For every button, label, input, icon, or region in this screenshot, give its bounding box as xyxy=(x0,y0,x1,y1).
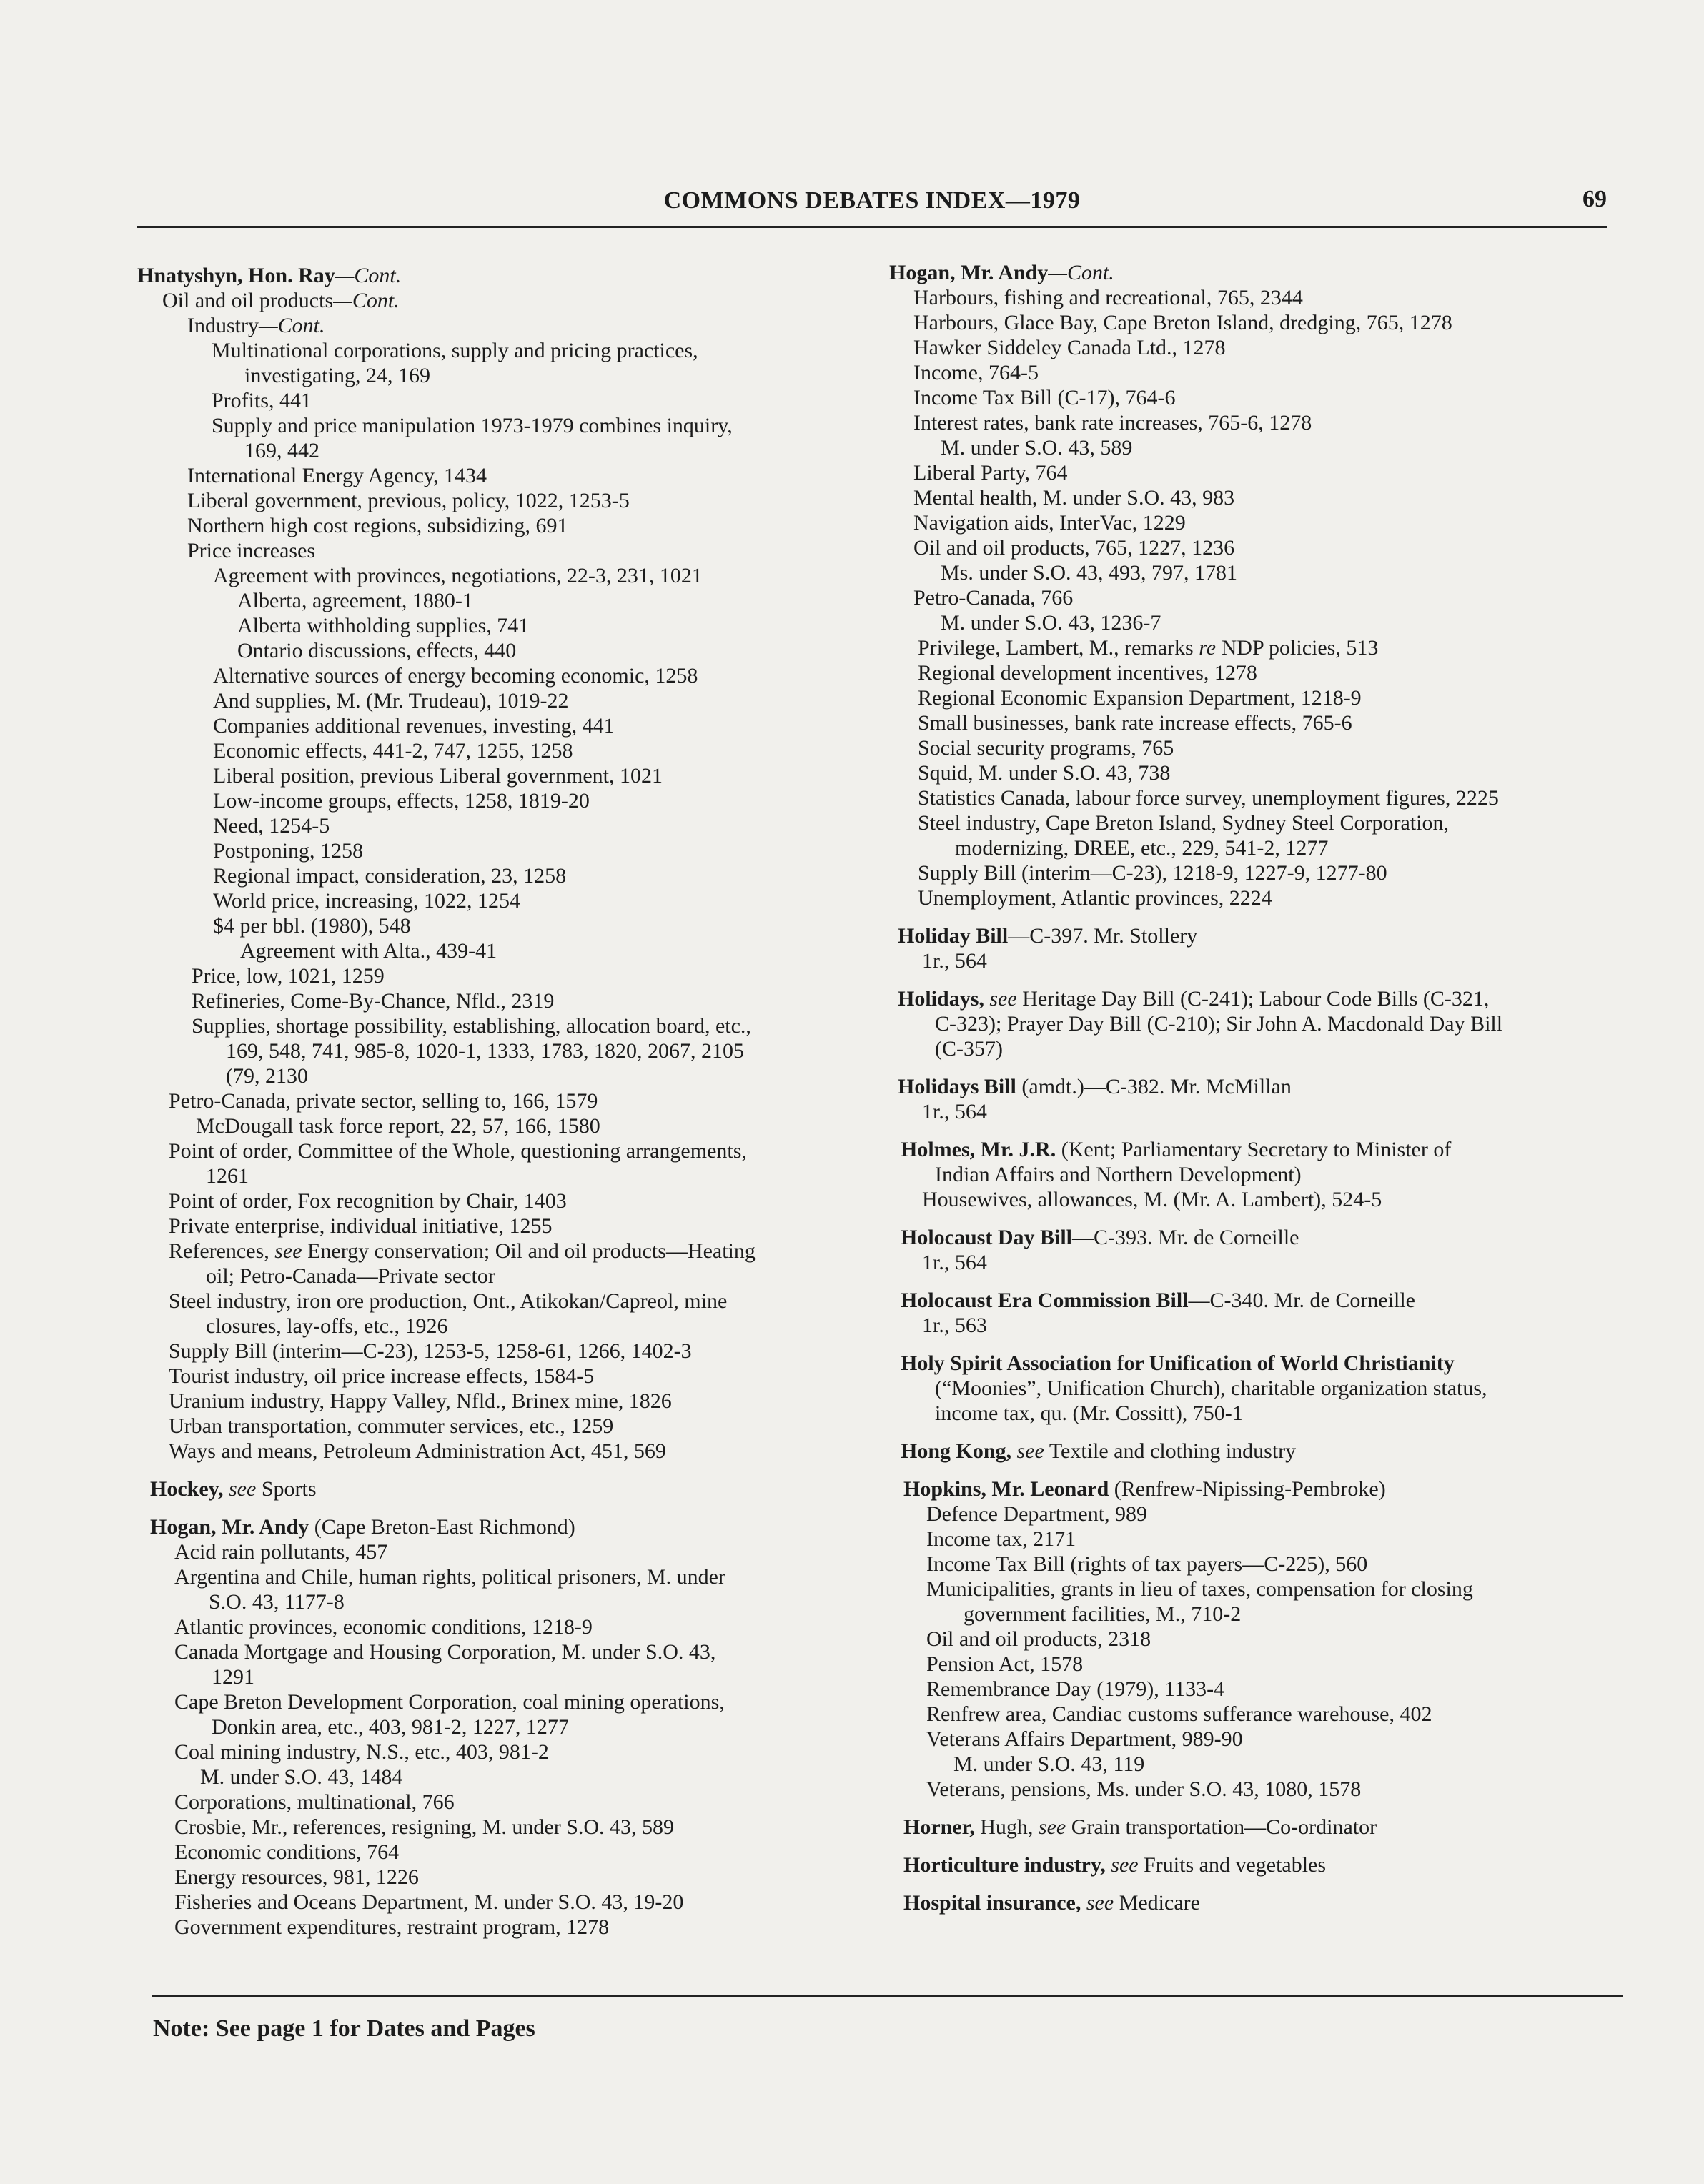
entry-text: M. under S.O. 43, 119 xyxy=(953,1752,1145,1776)
index-heading xyxy=(889,1288,1625,1313)
entry-text: Unemployment, Atlantic provinces, 2224 xyxy=(918,886,1272,910)
index-heading xyxy=(889,1890,1625,1915)
entry-text: Urban transportation, commuter services, etc., 1259 xyxy=(169,1414,614,1438)
heading-name: Holidays, xyxy=(898,987,984,1011)
index-heading xyxy=(889,1351,1625,1376)
index-entry xyxy=(137,288,873,313)
index-heading xyxy=(137,1476,873,1502)
index-entry xyxy=(889,1162,1625,1187)
entry-text: International Energy Agency, 1434 xyxy=(187,464,487,487)
entry-text: 169, 548, 741, 985-8, 1020-1, 1333, 1783, 1820, 2067, 2105 xyxy=(226,1039,744,1063)
entry-text: Corporations, multinational, 766 xyxy=(174,1790,455,1814)
entry-text: Crosbie, Mr., references, resigning, M. under S.O. 43, 589 xyxy=(174,1815,675,1839)
entry-text: Point of order, Fox recognition by Chair, 1403 xyxy=(169,1189,567,1213)
index-heading xyxy=(889,923,1625,948)
entry-text: Ms. under S.O. 43, 493, 797, 1781 xyxy=(941,561,1238,585)
entry-text: modernizing, DREE, etc., 229, 541-2, 1277 xyxy=(955,836,1329,860)
header-rule xyxy=(137,226,1607,228)
index-entry xyxy=(889,1552,1625,1577)
index-entry xyxy=(137,1764,873,1790)
entry-text: Agreement with provinces, negotiations, 22-3, 231, 1021 xyxy=(213,564,703,587)
entry-text: Alberta, agreement, 1880-1 xyxy=(237,589,473,612)
index-entry xyxy=(137,988,873,1013)
entry-text: 1r., 564 xyxy=(922,1251,987,1274)
index-column-right xyxy=(889,260,1625,1915)
heading-detail: Textile and clothing industry xyxy=(1044,1439,1297,1463)
index-entry xyxy=(137,488,873,513)
index-entry xyxy=(889,585,1625,610)
index-entry xyxy=(137,663,873,688)
entry-text: Economic effects, 441-2, 747, 1255, 1258 xyxy=(213,739,573,763)
entry-text: Liberal position, previous Liberal government, 1021 xyxy=(213,764,663,788)
index-entry xyxy=(137,1614,873,1639)
index-entry xyxy=(889,1627,1625,1652)
index-entry xyxy=(889,1401,1625,1426)
index-entry xyxy=(137,538,873,563)
index-entry xyxy=(137,1539,873,1564)
entry-text: Supply Bill (interim—C-23), 1253-5, 1258-61, 1266, 1402-3 xyxy=(169,1339,692,1363)
entry-text: (“Moonies”, Unification Church), charitable organization status, xyxy=(935,1376,1487,1400)
entry-text: Price increases xyxy=(187,539,316,562)
entry-text: Profits, 441 xyxy=(212,389,312,412)
index-entry xyxy=(137,1915,873,1940)
index-entry xyxy=(889,510,1625,535)
index-entry xyxy=(137,1739,873,1764)
entry-text: 1r., 563 xyxy=(922,1314,987,1337)
index-entry xyxy=(137,313,873,338)
entry-text: 1r., 564 xyxy=(922,1100,987,1123)
entry-italic: re xyxy=(1199,636,1217,660)
entry-text: Income tax, 2171 xyxy=(926,1527,1076,1551)
heading-name: Holmes, Mr. J.R. xyxy=(901,1138,1056,1161)
index-entry xyxy=(137,413,873,438)
index-entry xyxy=(889,735,1625,760)
index-entry xyxy=(137,713,873,738)
footer-rule xyxy=(152,1995,1623,1997)
entry-text: Argentina and Chile, human rights, political prisoners, M. under xyxy=(174,1565,725,1589)
index-entry xyxy=(889,385,1625,410)
entry-text: Interest rates, bank rate increases, 765-6, 1278 xyxy=(913,411,1312,435)
heading-name: Holocaust Era Commission Bill xyxy=(901,1289,1189,1312)
entry-text: S.O. 43, 1177-8 xyxy=(209,1590,345,1614)
index-entry xyxy=(137,1414,873,1439)
index-entry xyxy=(889,1677,1625,1702)
index-entry xyxy=(137,1689,873,1714)
index-column-left xyxy=(137,263,873,1940)
index-entry xyxy=(889,1702,1625,1727)
index-entry xyxy=(137,1038,873,1063)
entry-text: Liberal Party, 764 xyxy=(913,461,1068,485)
index-heading xyxy=(889,1852,1625,1877)
entry-text: Remembrance Day (1979), 1133-4 xyxy=(926,1677,1225,1701)
index-entry xyxy=(889,560,1625,585)
heading-detail: (amdt.)—C-382. Mr. McMillan xyxy=(1016,1075,1292,1098)
entry-text: (C-357) xyxy=(935,1037,1003,1061)
heading-qualifier: see xyxy=(1086,1891,1114,1915)
index-entry xyxy=(137,1213,873,1239)
heading-detail: Hugh, xyxy=(974,1815,1039,1839)
footer-note: Note: See page 1 for Dates and Pages xyxy=(153,2015,535,2042)
index-entry xyxy=(889,1011,1625,1036)
heading-name: Horner, xyxy=(903,1815,975,1839)
index-entry xyxy=(889,660,1625,685)
index-entry xyxy=(889,685,1625,710)
index-entry xyxy=(137,1890,873,1915)
index-entry xyxy=(889,310,1625,335)
entry-text: Squid, M. under S.O. 43, 738 xyxy=(918,761,1171,785)
entry-text: Low-income groups, effects, 1258, 1819-20 xyxy=(213,789,590,813)
entry-text: Income, 764-5 xyxy=(913,361,1039,384)
entry-text: Oil and oil products xyxy=(162,289,334,312)
entry-text: 1r., 564 xyxy=(922,949,987,973)
index-entry xyxy=(889,360,1625,385)
entry-text: NDP policies, 513 xyxy=(1216,636,1379,660)
entry-text: Alberta withholding supplies, 741 xyxy=(237,614,530,637)
index-entry xyxy=(137,463,873,488)
entry-text: Supplies, shortage possibility, establishing, allocation board, etc., xyxy=(192,1014,751,1038)
index-entry xyxy=(889,1036,1625,1061)
index-entry xyxy=(889,1099,1625,1124)
index-entry xyxy=(889,435,1625,460)
entry-text: government facilities, M., 710-2 xyxy=(964,1602,1242,1626)
index-entry xyxy=(137,738,873,763)
index-entry xyxy=(137,513,873,538)
entry-text: Economic conditions, 764 xyxy=(174,1840,400,1864)
index-entry xyxy=(889,1752,1625,1777)
entry-text: Petro-Canada, private sector, selling to, 166, 1579 xyxy=(169,1089,598,1113)
index-heading xyxy=(889,1137,1625,1162)
running-title: COMMONS DEBATES INDEX—1979 xyxy=(663,187,1081,214)
index-heading xyxy=(889,986,1625,1011)
entry-text: M. under S.O. 43, 1484 xyxy=(200,1765,403,1789)
entry-text: Coal mining industry, N.S., etc., 403, 981-2 xyxy=(174,1740,549,1764)
entry-text: Postponing, 1258 xyxy=(213,839,364,863)
heading-detail: Sports xyxy=(256,1477,317,1501)
heading-name: Hogan, Mr. Andy xyxy=(150,1515,309,1539)
entry-text: Oil and oil products, 765, 1227, 1236 xyxy=(913,536,1235,560)
index-entry xyxy=(137,963,873,988)
index-entry xyxy=(889,948,1625,973)
index-entry xyxy=(137,813,873,838)
index-entry xyxy=(137,1339,873,1364)
entry-italic: —Cont. xyxy=(259,314,325,337)
entry-text: M. under S.O. 43, 589 xyxy=(941,436,1133,460)
index-entry xyxy=(137,1163,873,1188)
heading-detail: —C-393. Mr. de Corneille xyxy=(1072,1226,1299,1249)
page-header xyxy=(137,186,1607,226)
heading-name: Hospital insurance, xyxy=(903,1891,1081,1915)
entry-text: Veterans, pensions, Ms. under S.O. 43, 1080, 1578 xyxy=(926,1777,1362,1801)
index-entry xyxy=(889,1602,1625,1627)
entry-text: oil; Petro-Canada—Private sector xyxy=(206,1264,495,1288)
entry-text: Fisheries and Oceans Department, M. under S.O. 43, 19-20 xyxy=(174,1890,684,1914)
entry-text: Navigation aids, InterVac, 1229 xyxy=(913,511,1186,535)
heading-name: Holiday Bill xyxy=(898,924,1009,948)
index-entry xyxy=(137,338,873,363)
entry-text: Liberal government, previous, policy, 1022, 1253-5 xyxy=(187,489,630,512)
index-entry xyxy=(137,1439,873,1464)
heading-detail: Fruits and vegetables xyxy=(1138,1853,1327,1877)
entry-text: Pension Act, 1578 xyxy=(926,1652,1084,1676)
index-entry xyxy=(137,588,873,613)
entry-text: Steel industry, iron ore production, Ont., Atikokan/Capreol, mine xyxy=(169,1289,728,1313)
entry-text: Municipalities, grants in lieu of taxes, compensation for closing xyxy=(926,1577,1473,1601)
index-entry xyxy=(137,1840,873,1865)
index-entry xyxy=(137,788,873,813)
entry-text: References, xyxy=(169,1239,275,1263)
entry-text: Supply and price manipulation 1973-1979 combines inquiry, xyxy=(212,414,733,437)
index-entry xyxy=(889,285,1625,310)
index-heading xyxy=(889,1439,1625,1464)
index-entry xyxy=(137,1264,873,1289)
entry-text: Social security programs, 765 xyxy=(918,736,1174,760)
index-entry xyxy=(137,838,873,863)
entry-text: M. under S.O. 43, 1236-7 xyxy=(941,611,1161,635)
index-entry xyxy=(137,1364,873,1389)
heading-detail: —C-340. Mr. de Corneille xyxy=(1188,1289,1415,1312)
index-entry xyxy=(137,938,873,963)
heading-qualifier: see xyxy=(989,987,1017,1011)
heading-detail: —C-397. Mr. Stollery xyxy=(1008,924,1198,948)
entry-text: Multinational corporations, supply and pricing practices, xyxy=(212,339,698,362)
entry-text: income tax, qu. (Mr. Cossitt), 750-1 xyxy=(935,1401,1243,1425)
index-entry xyxy=(137,1589,873,1614)
entry-text: investigating, 24, 169 xyxy=(244,364,430,387)
index-entry xyxy=(889,710,1625,735)
entry-text: Need, 1254-5 xyxy=(213,814,330,838)
index-entry xyxy=(889,835,1625,860)
entry-text: Cape Breton Development Corporation, coal mining operations, xyxy=(174,1690,725,1714)
heading-qualifier: see xyxy=(1111,1853,1139,1877)
entry-text: Refineries, Come-By-Chance, Nfld., 2319 xyxy=(192,989,555,1013)
heading-qualifier: see xyxy=(229,1477,257,1501)
index-entry xyxy=(889,485,1625,510)
index-entry xyxy=(137,1138,873,1163)
index-entry xyxy=(137,1314,873,1339)
index-entry xyxy=(889,810,1625,835)
entry-text: And supplies, M. (Mr. Trudeau), 1019-22 xyxy=(213,689,569,713)
entry-text: Agreement with Alta., 439-41 xyxy=(240,939,497,963)
index-entry xyxy=(889,610,1625,635)
entry-text: Ontario discussions, effects, 440 xyxy=(237,639,517,662)
index-entry xyxy=(137,1564,873,1589)
entry-text: Hawker Siddeley Canada Ltd., 1278 xyxy=(913,336,1226,359)
heading-detail: (Renfrew-Nipissing-Pembroke) xyxy=(1109,1477,1386,1501)
index-entry xyxy=(889,635,1625,660)
heading-detail: Medicare xyxy=(1114,1891,1200,1915)
entry-text: McDougall task force report, 22, 57, 166, 1580 xyxy=(196,1114,600,1138)
index-entry xyxy=(137,1389,873,1414)
entry-text: Steel industry, Cape Breton Island, Sydney Steel Corporation, xyxy=(918,811,1449,835)
index-entry xyxy=(137,1289,873,1314)
index-entry xyxy=(137,1664,873,1689)
index-entry xyxy=(137,563,873,588)
entry-text: Income Tax Bill (rights of tax payers—C-225), 560 xyxy=(926,1552,1368,1576)
heading-name: Hopkins, Mr. Leonard xyxy=(903,1477,1109,1501)
index-entry xyxy=(137,1088,873,1113)
heading-detail: Grain transportation—Co-ordinator xyxy=(1066,1815,1377,1839)
entry-text: Price, low, 1021, 1259 xyxy=(192,964,385,988)
index-entry xyxy=(137,888,873,913)
index-entry xyxy=(889,760,1625,785)
entry-text: Petro-Canada, 766 xyxy=(913,586,1074,610)
entry-text: Harbours, fishing and recreational, 765, 2344 xyxy=(913,286,1303,309)
heading-detail: (Cape Breton-East Richmond) xyxy=(309,1515,575,1539)
heading-name: Horticulture industry, xyxy=(903,1853,1106,1877)
heading-name: Hockey, xyxy=(150,1477,224,1501)
entry-text: Small businesses, bank rate increase effects, 765-6 xyxy=(918,711,1352,735)
entry-text: Point of order, Committee of the Whole, questioning arrangements, xyxy=(169,1139,747,1163)
entry-text: Regional Economic Expansion Department, 1218-9 xyxy=(918,686,1362,710)
index-entry xyxy=(137,1013,873,1038)
index-entry xyxy=(137,613,873,638)
heading-name: Holocaust Day Bill xyxy=(901,1226,1073,1249)
page-number: 69 xyxy=(1582,186,1607,212)
entry-text: Mental health, M. under S.O. 43, 983 xyxy=(913,486,1235,510)
index-entry xyxy=(889,860,1625,885)
index-entry xyxy=(137,388,873,413)
heading-qualifier: see xyxy=(1016,1439,1044,1463)
entry-text: Veterans Affairs Department, 989-90 xyxy=(926,1727,1243,1751)
index-entry xyxy=(889,1376,1625,1401)
index-entry xyxy=(137,913,873,938)
heading-qualifier: see xyxy=(1038,1815,1066,1839)
index-entry xyxy=(137,438,873,463)
index-entry xyxy=(137,863,873,888)
index-heading xyxy=(889,1476,1625,1502)
entry-text: Privilege, Lambert, M., remarks xyxy=(918,636,1199,660)
entry-text: Industry xyxy=(187,314,259,337)
heading-name: Hogan, Mr. Andy xyxy=(889,261,1049,284)
entry-text: Regional development incentives, 1278 xyxy=(918,661,1257,685)
index-heading xyxy=(889,260,1625,285)
index-entry xyxy=(889,535,1625,560)
entry-text: Alternative sources of energy becoming economic, 1258 xyxy=(213,664,698,688)
entry-text: Energy conservation; Oil and oil products—Heating xyxy=(302,1239,756,1263)
index-entry xyxy=(137,1063,873,1088)
entry-text: Government expenditures, restraint program, 1278 xyxy=(174,1915,610,1939)
index-entry xyxy=(137,1790,873,1815)
heading-qualifier: —Cont. xyxy=(335,264,402,287)
index-entry xyxy=(137,688,873,713)
entry-text: Indian Affairs and Northern Development) xyxy=(935,1163,1302,1186)
index-entry xyxy=(137,638,873,663)
index-heading xyxy=(889,1815,1625,1840)
index-entry xyxy=(137,1865,873,1890)
index-entry xyxy=(889,1577,1625,1602)
index-heading xyxy=(889,1074,1625,1099)
entry-italic: see xyxy=(274,1239,302,1263)
entry-text: Northern high cost regions, subsidizing, 691 xyxy=(187,514,568,537)
index-heading xyxy=(137,1514,873,1539)
entry-text: Oil and oil products, 2318 xyxy=(926,1627,1151,1651)
index-entry xyxy=(137,1815,873,1840)
entry-text: (79, 2130 xyxy=(226,1064,308,1088)
entry-text: Statistics Canada, labour force survey, unemployment figures, 2225 xyxy=(918,786,1499,810)
index-entry xyxy=(889,1313,1625,1338)
index-entry xyxy=(889,1187,1625,1212)
index-entry xyxy=(889,1777,1625,1802)
index-heading xyxy=(137,263,873,288)
index-entry xyxy=(889,460,1625,485)
entry-italic: —Cont. xyxy=(333,289,400,312)
index-entry xyxy=(137,1113,873,1138)
index-entry xyxy=(889,1727,1625,1752)
index-entry xyxy=(889,1502,1625,1527)
index-entry xyxy=(889,335,1625,360)
index-entry xyxy=(889,885,1625,910)
heading-name: Holidays Bill xyxy=(898,1075,1016,1098)
entry-text: Acid rain pollutants, 457 xyxy=(174,1540,388,1564)
index-entry xyxy=(137,1188,873,1213)
entry-text: Renfrew area, Candiac customs sufferance warehouse, 402 xyxy=(926,1702,1432,1726)
heading-name: Holy Spirit Association for Unification of World Christianity xyxy=(901,1351,1455,1375)
entry-text: Housewives, allowances, M. (Mr. A. Lambert), 524-5 xyxy=(922,1188,1382,1211)
entry-text: 1291 xyxy=(212,1665,254,1689)
entry-text: Canada Mortgage and Housing Corporation, M. under S.O. 43, xyxy=(174,1640,716,1664)
entry-text: Atlantic provinces, economic conditions, 1218-9 xyxy=(174,1615,593,1639)
index-entry xyxy=(889,1527,1625,1552)
entry-text: C-323); Prayer Day Bill (C-210); Sir John A. Macdonald Day Bill xyxy=(935,1012,1503,1036)
entry-text: Regional impact, consideration, 23, 1258 xyxy=(213,864,567,888)
entry-text: World price, increasing, 1022, 1254 xyxy=(213,889,520,913)
entry-text: Income Tax Bill (C-17), 764-6 xyxy=(913,386,1176,409)
index-entry xyxy=(137,363,873,388)
heading-name: Hnatyshyn, Hon. Ray xyxy=(137,264,335,287)
entry-text: Donkin area, etc., 403, 981-2, 1227, 1277 xyxy=(212,1715,569,1739)
entry-text: Private enterprise, individual initiative, 1255 xyxy=(169,1214,553,1238)
entry-text: Supply Bill (interim—C-23), 1218-9, 1227-9, 1277-80 xyxy=(918,861,1387,885)
index-entry xyxy=(137,1639,873,1664)
entry-text: $4 per bbl. (1980), 548 xyxy=(213,914,411,938)
index-entry xyxy=(137,763,873,788)
heading-detail: Heritage Day Bill (C-241); Labour Code Bills (C-321, xyxy=(1016,987,1490,1011)
entry-text: Energy resources, 981, 1226 xyxy=(174,1865,419,1889)
heading-detail: (Kent; Parliamentary Secretary to Minister of xyxy=(1056,1138,1452,1161)
entry-text: Companies additional revenues, investing, 441 xyxy=(213,714,615,738)
heading-qualifier: —Cont. xyxy=(1048,261,1114,284)
index-entry xyxy=(889,785,1625,810)
entry-text: closures, lay-offs, etc., 1926 xyxy=(206,1314,448,1338)
index-entry xyxy=(137,1239,873,1264)
index-entry xyxy=(889,410,1625,435)
entry-text: Ways and means, Petroleum Administration Act, 451, 569 xyxy=(169,1439,666,1463)
entry-text: Defence Department, 989 xyxy=(926,1502,1148,1526)
index-entry xyxy=(889,1652,1625,1677)
entry-text: Uranium industry, Happy Valley, Nfld., Brinex mine, 1826 xyxy=(169,1389,672,1413)
entry-text: 169, 442 xyxy=(244,439,320,462)
index-entry xyxy=(137,1714,873,1739)
entry-text: 1261 xyxy=(206,1164,249,1188)
entry-text: Tourist industry, oil price increase effects, 1584-5 xyxy=(169,1364,595,1388)
index-heading xyxy=(889,1225,1625,1250)
entry-text: Harbours, Glace Bay, Cape Breton Island, dredging, 765, 1278 xyxy=(913,311,1452,334)
index-entry xyxy=(889,1250,1625,1275)
heading-name: Hong Kong, xyxy=(901,1439,1012,1463)
